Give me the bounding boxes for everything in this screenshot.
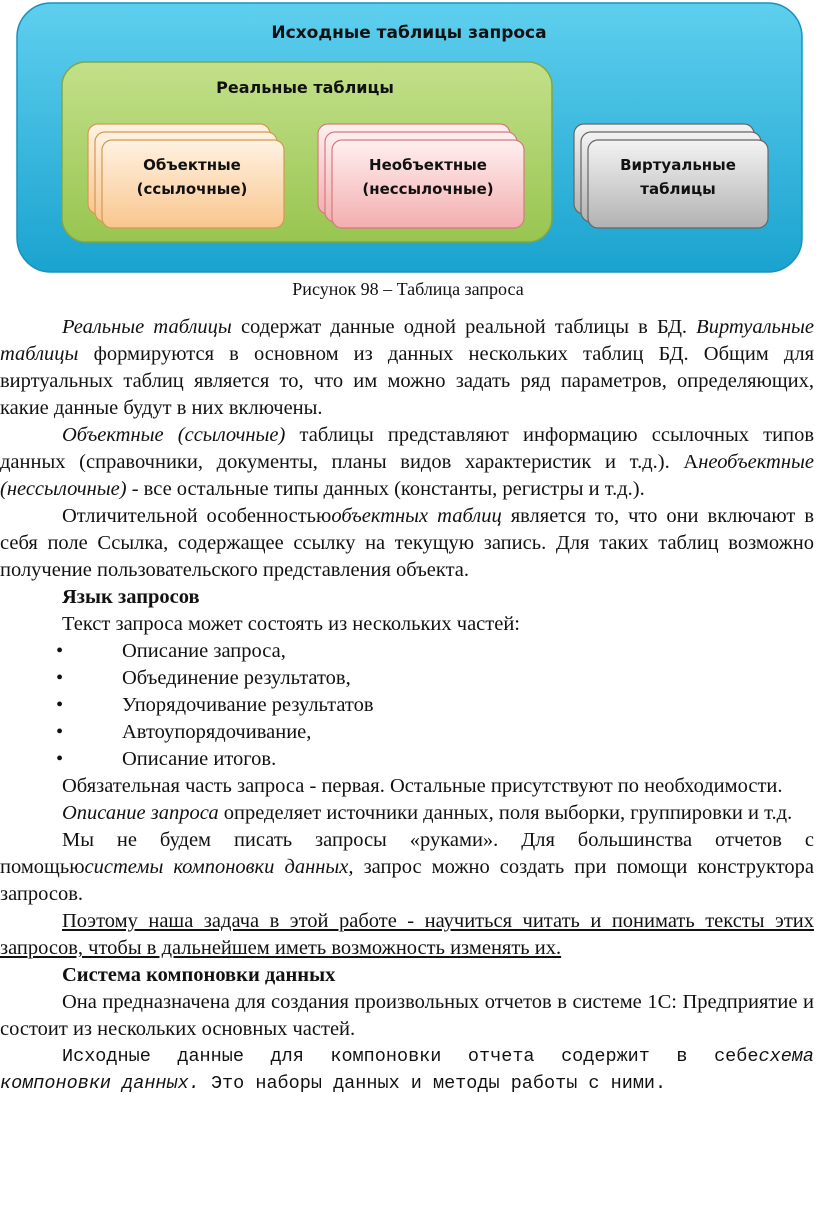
figure-caption: Рисунок 98 – Таблица запроса xyxy=(292,279,524,299)
text-span: Это наборы данных и методы работы с ними. xyxy=(199,1073,667,1094)
text-span: Отличительной особенностью xyxy=(62,505,332,527)
term-dcs: системы компоновки данных, xyxy=(84,856,354,878)
bullet-marker: • xyxy=(56,667,64,689)
list-item-text: Автоупорядочивание, xyxy=(122,721,312,743)
nonobject-tables-stack xyxy=(318,124,524,228)
term-real-tables: Реальные таблицы xyxy=(62,316,232,338)
list-item-text: Объединение результатов, xyxy=(122,667,351,689)
text-span: является то, что они включают в себя поле Ссылка, содержащее ссылку на текущую запись. Для таких таблиц возможно получение пользовательского представления объекта. xyxy=(0,505,814,581)
list-item xyxy=(0,746,814,773)
paragraph-distinctive-feature xyxy=(0,503,814,584)
term-object-tables: Объектные (ссылочные) xyxy=(62,424,286,446)
query-tables-diagram xyxy=(0,0,816,276)
list-item-text: Упорядочивание результатов xyxy=(122,694,374,716)
term-nonobject-tables: необъектные (нессылочные) xyxy=(0,451,814,500)
object-tables-stack xyxy=(88,124,284,228)
heading-dcs xyxy=(0,962,814,989)
term-object-tables: объектных таблиц xyxy=(331,505,502,527)
text-span: таблицы представляют информацию ссылочных типов данных (справочники, документы, планы видов характеристик и т.д.). А xyxy=(0,424,814,473)
text-span: формируются в основном из данных нескольких таблиц БД. Общим для виртуальных таблиц является то, что им можно задать ряд параметров, определяющих, какие данные будут в них включены. xyxy=(0,343,814,419)
paragraph-query-description xyxy=(0,800,814,827)
paragraph-constructor xyxy=(0,827,814,908)
list-item xyxy=(0,719,814,746)
virtual-tables-line2: таблицы xyxy=(640,180,716,198)
bullet-marker: • xyxy=(56,640,64,662)
text-span: Мы не будем писать запросы «руками». Для большинства отчетов с помощью xyxy=(0,829,814,878)
bullet-marker: • xyxy=(56,694,64,716)
list-item-text: Описание запроса, xyxy=(122,640,286,662)
text-span: запрос можно создать при помощи конструктора запросов. xyxy=(0,856,814,905)
paragraph-task-underlined: Поэтому наша задача в этой работе - научиться читать и понимать тексты этих запросов, чтобы в дальнейшем иметь возможность изменять их. xyxy=(0,910,814,959)
paragraph-object-tables xyxy=(0,422,814,503)
heading-query-language xyxy=(0,584,814,611)
virtual-tables-line1: Виртуальные xyxy=(620,156,736,174)
list-item xyxy=(0,692,814,719)
paragraph-real-virtual xyxy=(0,314,814,422)
object-tables-line2: (ссылочные) xyxy=(136,180,248,198)
text-span: определяет источники данных, поля выборки, группировки и т.д. xyxy=(218,802,793,824)
bullet-marker: • xyxy=(56,748,64,770)
list-item xyxy=(0,665,814,692)
paragraph-dcs-purpose: Она предназначена для создания произвольных отчетов в системе 1С: Предприятие и состоит из нескольких основных частей. xyxy=(0,991,814,1040)
text-span: - все остальные типы данных (константы, регистры и т.д.). xyxy=(126,478,645,500)
text-span: содержат данные одной реальной таблицы в БД. xyxy=(231,316,697,338)
object-tables-line1: Объектные xyxy=(143,156,241,174)
term-virtual-tables: Виртуальные таблицы xyxy=(0,316,814,365)
list-item xyxy=(0,638,814,665)
nonobject-tables-line1: Необъектные xyxy=(369,156,487,174)
paragraph-source-data xyxy=(0,1043,814,1097)
heading-text: Язык запросов xyxy=(62,586,200,608)
real-tables-title: Реальные таблицы xyxy=(216,78,394,97)
term-dcs-schema: схема компоновки данных. xyxy=(0,1046,814,1094)
virtual-tables-stack xyxy=(574,124,768,228)
term-query-description: Описание запроса xyxy=(62,802,219,824)
paragraph-query-parts: Текст запроса может состоять из нескольких частей: xyxy=(62,613,520,635)
heading-text: Система компоновки данных xyxy=(62,964,336,986)
paragraph-mandatory-part: Обязательная часть запроса - первая. Остальные присутствуют по необходимости. xyxy=(62,775,783,797)
list-item-text: Описание итогов. xyxy=(122,748,277,770)
outer-title: Исходные таблицы запроса xyxy=(271,23,547,43)
text-span: Исходные данные для компоновки отчета содержит в себе xyxy=(62,1046,759,1067)
nonobject-tables-line2: (нессылочные) xyxy=(362,180,494,198)
bullet-marker: • xyxy=(56,721,64,743)
document-body xyxy=(0,314,814,1097)
